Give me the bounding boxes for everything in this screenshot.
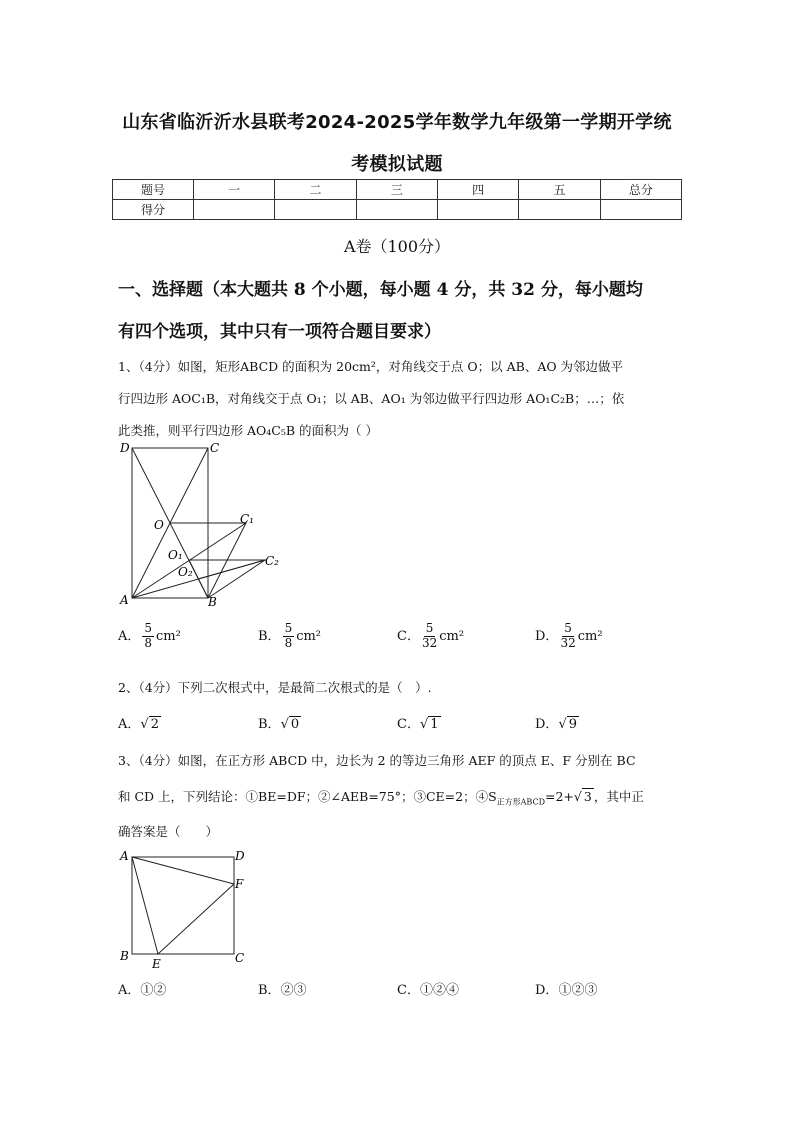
fraction-numerator: 5 bbox=[425, 621, 434, 635]
q2-option-b[interactable] bbox=[258, 713, 301, 732]
label-a: A bbox=[120, 849, 129, 863]
label-c: C bbox=[210, 441, 220, 455]
q2-option-a[interactable] bbox=[118, 713, 161, 732]
q2-option-c[interactable] bbox=[397, 713, 441, 732]
triangle-aef bbox=[132, 857, 234, 954]
option-letter: C． bbox=[397, 628, 420, 644]
score-header-cell: 题号 bbox=[113, 180, 194, 200]
score-row-label: 得分 bbox=[113, 200, 194, 220]
option-text: ①② bbox=[140, 983, 167, 998]
fraction bbox=[142, 622, 154, 651]
q1-option-b[interactable] bbox=[258, 622, 321, 651]
sqrt: √ 9 bbox=[558, 717, 578, 732]
q3-option-c[interactable] bbox=[397, 979, 459, 998]
volume-heading: A卷（100分） bbox=[343, 237, 451, 256]
q3-line2-part1: 和 CD 上，下列结论：①BE=DF；②∠AEB=75°；③CE=2；④S bbox=[118, 789, 497, 804]
score-header-cell: 三 bbox=[356, 180, 437, 200]
fraction-numerator: 5 bbox=[144, 621, 153, 635]
score-cell[interactable] bbox=[356, 200, 437, 220]
q3-text-line2 bbox=[118, 787, 644, 808]
label-c: C bbox=[235, 951, 245, 965]
q1-option-d[interactable] bbox=[535, 622, 603, 651]
q1-text-line3: 此类推，则平行四边形 AO₄C₅B 的面积为（ ） bbox=[118, 423, 378, 438]
score-header-cell: 一 bbox=[194, 180, 275, 200]
label-b: B bbox=[120, 949, 129, 963]
q2-text: 2、（4分）下列二次根式中，是最简二次根式的是（ ）. bbox=[118, 680, 432, 695]
option-unit: cm² bbox=[156, 628, 181, 644]
parallelogram-ao1c2b bbox=[189, 560, 265, 598]
option-letter: D． bbox=[535, 717, 559, 732]
sqrt: √ 1 bbox=[419, 717, 439, 732]
q3-line2-part3: ，其中正 bbox=[593, 789, 644, 804]
fraction bbox=[283, 622, 295, 651]
label-o1: O₁ bbox=[168, 548, 183, 562]
option-unit: cm² bbox=[577, 628, 603, 644]
score-header-cell: 二 bbox=[275, 180, 356, 200]
q3-line2-subscript: 正方形ABCD bbox=[496, 797, 545, 807]
fraction-denominator: 32 bbox=[421, 635, 438, 650]
option-unit: cm² bbox=[439, 628, 465, 644]
label-c2: C₂ bbox=[265, 554, 279, 568]
option-letter: B． bbox=[258, 628, 281, 644]
label-o2: O₂ bbox=[178, 565, 193, 579]
fraction bbox=[560, 622, 575, 651]
score-table bbox=[112, 179, 682, 220]
fraction-denominator: 8 bbox=[144, 635, 153, 650]
score-table-header-row bbox=[113, 180, 682, 200]
option-text: ①②④ bbox=[419, 983, 459, 998]
score-cell[interactable] bbox=[519, 200, 600, 220]
label-c1: C₁ bbox=[240, 512, 254, 526]
q1-figure bbox=[112, 438, 292, 613]
label-e: E bbox=[152, 957, 161, 971]
sqrt: √ 0 bbox=[280, 717, 300, 732]
q1-option-c[interactable] bbox=[397, 622, 464, 651]
section1-heading-line2: 有四个选项，其中只有一项符合题目要求） bbox=[118, 322, 441, 342]
radicand: 0 bbox=[290, 717, 300, 732]
label-f: F bbox=[235, 877, 244, 891]
q3-option-d[interactable] bbox=[535, 979, 597, 998]
option-letter: A． bbox=[118, 628, 141, 644]
q2-option-d[interactable] bbox=[535, 713, 579, 732]
score-header-cell: 五 bbox=[519, 180, 600, 200]
fraction-numerator: 5 bbox=[564, 621, 572, 635]
option-text: ①②③ bbox=[558, 983, 598, 998]
score-header-cell: 总分 bbox=[600, 180, 681, 200]
q1-option-a[interactable] bbox=[118, 622, 181, 651]
q3-line2-part2: =2+ bbox=[544, 789, 574, 804]
label-d: D bbox=[235, 849, 245, 863]
q3-figure bbox=[112, 846, 257, 971]
option-letter: B． bbox=[258, 717, 281, 732]
option-letter: B． bbox=[258, 983, 281, 998]
option-letter: A． bbox=[118, 717, 141, 732]
square-abcd bbox=[132, 857, 234, 954]
radicand: 1 bbox=[430, 717, 439, 732]
option-text: ②③ bbox=[280, 983, 307, 998]
option-letter: D． bbox=[535, 983, 559, 998]
q1-text-line1: 1、（4分）如图，矩形ABCD 的面积为 20cm²，对角线交于点 O；以 AB、AO 为邻边做平 bbox=[118, 359, 624, 374]
radicand: 9 bbox=[568, 717, 578, 732]
section1-heading-line1: 一、选择题（本大题共 8 个小题，每小题 4 分，共 32 分，每小题均 bbox=[118, 280, 643, 300]
label-b: B bbox=[208, 595, 217, 609]
option-letter: A． bbox=[118, 983, 141, 998]
q3-text-line3: 确答案是（ ） bbox=[118, 824, 219, 839]
score-cell[interactable] bbox=[437, 200, 518, 220]
fraction-numerator: 5 bbox=[284, 621, 293, 635]
page-title-line1: 山东省临沂沂水县联考2024-2025学年数学九年级第一学期开学统 bbox=[122, 112, 672, 133]
score-cell[interactable] bbox=[194, 200, 275, 220]
fraction-denominator: 8 bbox=[284, 635, 293, 650]
label-d: D bbox=[120, 441, 130, 455]
q3-option-a[interactable] bbox=[118, 979, 166, 998]
sqrt: √ 3 bbox=[573, 789, 592, 804]
option-unit: cm² bbox=[296, 628, 322, 644]
score-cell[interactable] bbox=[275, 200, 356, 220]
page-title-line2: 考模拟试题 bbox=[351, 154, 443, 175]
radicand: 2 bbox=[150, 717, 159, 732]
label-a: A bbox=[120, 593, 129, 607]
q3-text-line1: 3、（4分）如图，在正方形 ABCD 中，边长为 2 的等边三角形 AEF 的顶点 E、F 分别在 BC bbox=[118, 753, 636, 768]
option-letter: D． bbox=[535, 628, 559, 644]
q1-text-line2: 行四边形 AOC₁B，对角线交于点 O₁；以 AB、AO₁ 为邻边做平行四边形 AO₁C₂B；…；依 bbox=[118, 391, 625, 406]
score-header-cell: 四 bbox=[437, 180, 518, 200]
sqrt: √ 2 bbox=[140, 717, 159, 732]
score-table-score-row bbox=[113, 200, 682, 220]
option-letter: C． bbox=[397, 717, 420, 732]
score-cell[interactable] bbox=[600, 200, 681, 220]
q3-option-b[interactable] bbox=[258, 979, 307, 998]
radicand: 3 bbox=[583, 789, 592, 804]
label-o: O bbox=[154, 518, 164, 532]
option-letter: C． bbox=[397, 983, 420, 998]
fraction bbox=[422, 622, 437, 651]
fraction-denominator: 32 bbox=[560, 635, 576, 650]
